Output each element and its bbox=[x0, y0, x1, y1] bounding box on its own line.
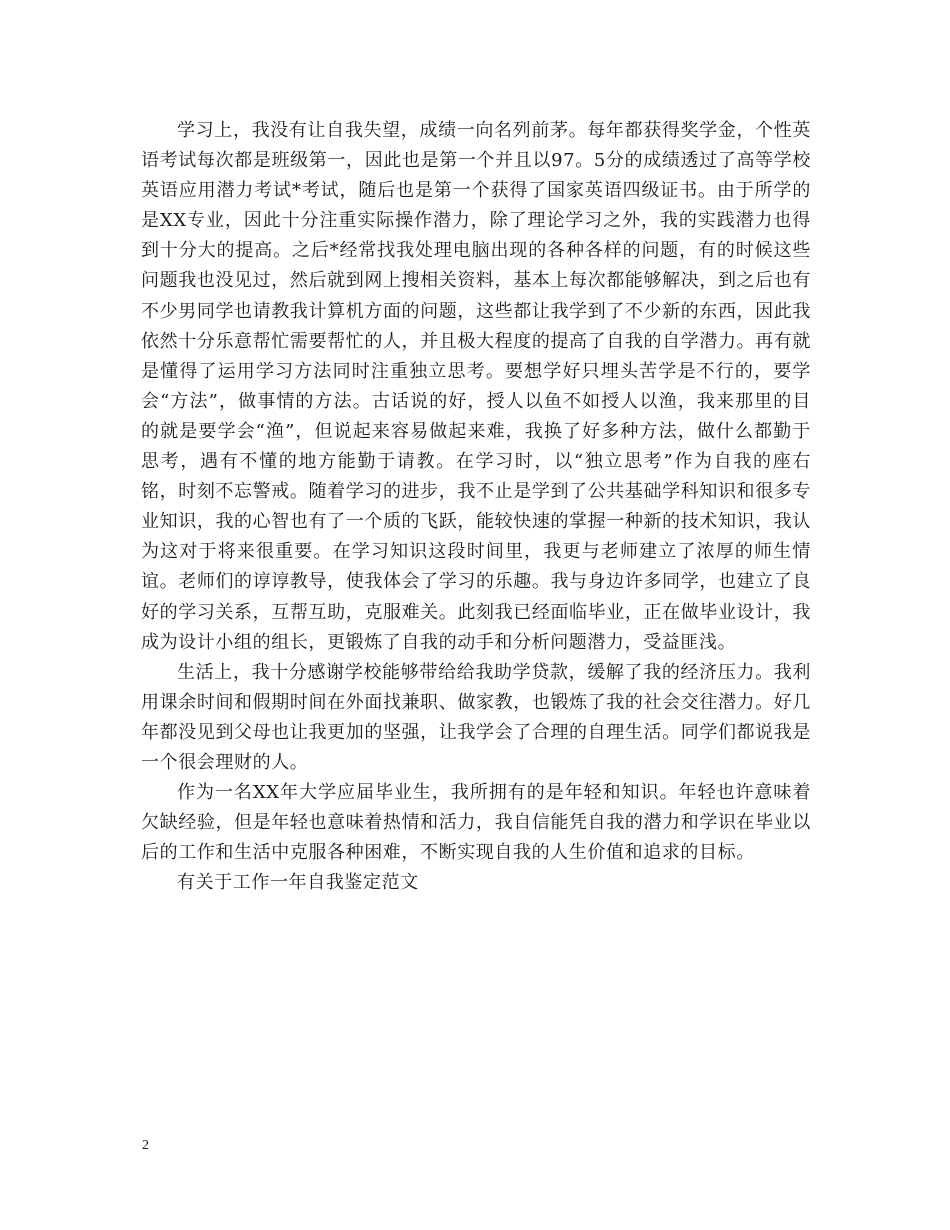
paragraph-study: 学习上，我没有让自我失望，成绩一向名列前茅。每年都获得奖学金，个性英语考试每次都是班级第一，因此也是第一个并且以97。5分的成绩透过了高等学校英语应用潜力考试*考试，随后也是第一个获得了国家英语四级证书。由于所学的是XX专业，因此十分注重实际操作潜力，除了理论学习之外，我的实践潜力也得到十分大的提高。之后*经常找我处理电脑出现的各种各样的问题，有的时候这些问题我也没见过，然后就到网上搜相关资料，基本上每次都能够解决，到之后也有不少男同学也请教我计算机方面的问题，这些都让我学到了不少新的东西，因此我依然十分乐意帮忙需要帮忙的人，并且极大程度的提高了自我的自学潜力。再有就是懂得了运用学习方法同时注重独立思考。要想学好只埋头苦学是不行的，要学会“方法”，做事情的方法。古话说的好，授人以鱼不如授人以渔，我来那里的目的就是要学会“渔”，但说起来容易做起来难，我换了好多种方法，做什么都勤于思考，遇有不懂的地方能勤于请教。在学习时，以“独立思考”作为自我的座右铭，时刻不忘警戒。随着学习的进步，我不止是学到了公共基础学科知识和很多专业知识，我的心智也有了一个质的飞跃，能较快速的掌握一种新的技术知识，我认为这对于将来很重要。在学习知识这段时间里，我更与老师建立了浓厚的师生情谊。老师们的谆谆教导，使我体会了学习的乐趣。我与身边许多同学，也建立了良好的学习关系，互帮互助，克服难关。此刻我已经面临毕业，正在做毕业设计，我成为设计小组的组长，更锻炼了自我的动手和分析问题潜力，受益匪浅。 bbox=[141, 120, 811, 653]
paragraph-life: 生活上，我十分感谢学校能够带给给我助学贷款，缓解了我的经济压力。我利用课余时间和假期时间在外面找兼职、做家教，也锻炼了我的社会交往潜力。好几年都没见到父母也让我更加的坚强，让我学会了合理的自理生活。同学们都说我是一个很会理财的人。 bbox=[141, 661, 811, 773]
paragraph-heading-next: 有关于工作一年自我鉴定范文 bbox=[177, 872, 419, 894]
page-number: 2 bbox=[142, 1138, 149, 1153]
paragraph-conclusion: 作为一名XX年大学应届毕业生，我所拥有的是年轻和知识。年轻也许意味着欠缺经验，但是年轻也意味着热情和活力，我自信能凭自我的潜力和学识在毕业以后的工作和生活中克服各种困难，不断实现自我的人生价值和追求的目标。 bbox=[141, 782, 811, 864]
body-text bbox=[141, 116, 811, 898]
